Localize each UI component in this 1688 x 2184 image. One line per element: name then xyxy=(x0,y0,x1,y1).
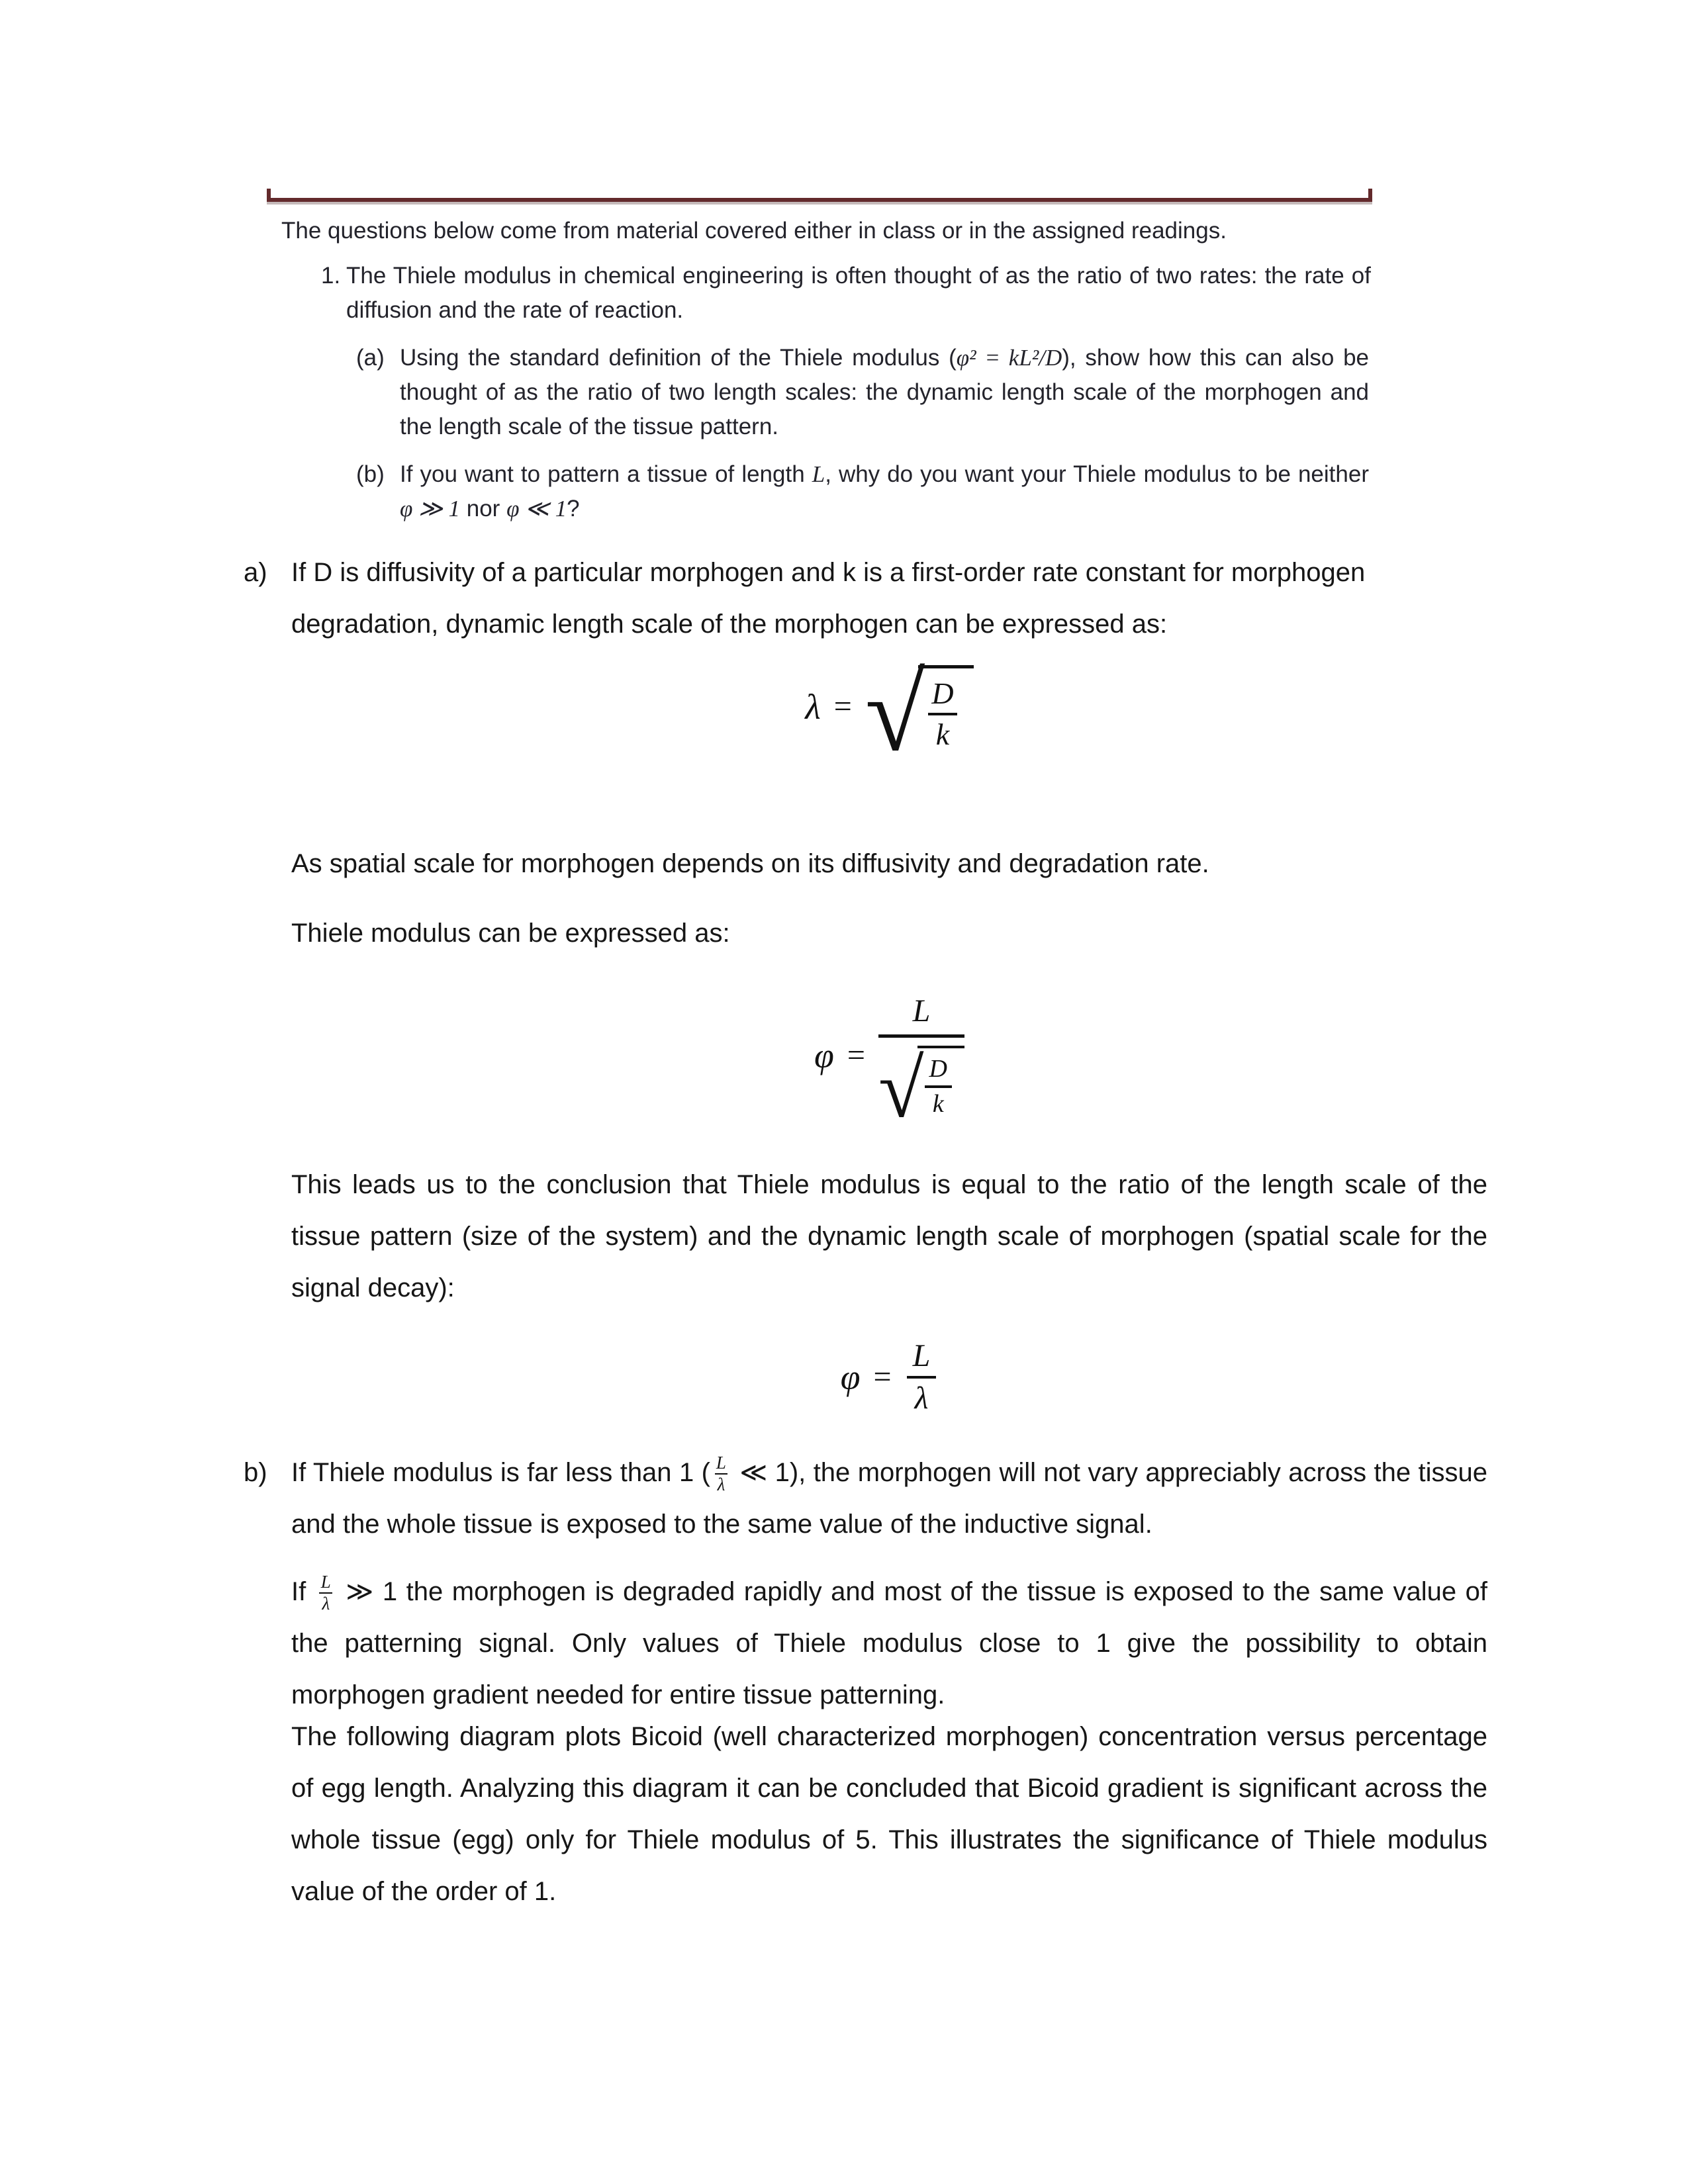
radical-sign: √ xyxy=(878,1043,924,1135)
radicand xyxy=(917,1046,964,1118)
answer-a-thiele-intro: Thiele modulus can be expressed as: xyxy=(291,919,730,948)
inline-fraction-L-over-lambda xyxy=(714,1453,729,1494)
fraction-D-over-k xyxy=(923,676,961,751)
answer-b-paragraph-2 xyxy=(291,1566,1487,1721)
fraction-D-over-k xyxy=(921,1055,955,1118)
answer-a-label: a) xyxy=(244,558,267,587)
part-a-run2: ), show how this can also be thought of as the ratio of two length scales: the dynamic length scale of the morphogen and the length scale of the tissue pattern. xyxy=(400,345,1369,439)
part-b-run3: nor xyxy=(460,496,507,522)
question-item-1 xyxy=(267,259,1372,328)
radicand xyxy=(918,665,973,751)
inline-fraction-denominator: λ xyxy=(715,1473,728,1494)
fraction-numerator: D xyxy=(929,1055,947,1083)
answer-a-note: As spatial scale for morphogen depends on its diffusivity and degradation rate. xyxy=(291,849,1209,878)
formula-lambda xyxy=(291,653,1487,774)
formula-lambda-equals: = xyxy=(833,689,852,725)
answer-a-paragraph: If D is diffusivity of a particular morphogen and k is a first-order rate constant for morphogen degradation, dynamic length scale of the morphogen can be expressed as: xyxy=(291,558,1366,639)
big-fraction-numerator: L xyxy=(912,993,931,1028)
part-a-text xyxy=(400,341,1369,444)
formula-phi-ratio xyxy=(291,1338,1487,1416)
answer-b-label: b) xyxy=(244,1458,267,1487)
fraction-denominator: k xyxy=(925,1085,952,1118)
formula-phi-full xyxy=(291,993,1487,1135)
question-intro: The questions below come from material covered either in class or in the assigned readings. xyxy=(281,218,1227,244)
formula-phi-equals: = xyxy=(847,1038,865,1073)
b-p2-run1: If xyxy=(291,1577,315,1606)
part-b-run4: ? xyxy=(567,496,580,522)
formula-phi-ratio-equals: = xyxy=(873,1359,892,1395)
inline-fraction-L-over-lambda xyxy=(318,1572,334,1614)
big-fraction-denominator xyxy=(878,1034,964,1135)
radical-sign: √ xyxy=(865,653,925,774)
formula-lambda-lhs: λ xyxy=(805,686,821,727)
answer-a-conclusion: This leads us to the conclusion that Thiele modulus is equal to the ratio of the length scale of the tissue pattern (size of the system) and the dynamic length scale of morphogen (spatial scale for the signal decay): xyxy=(291,1170,1487,1302)
fraction-numerator: D xyxy=(931,676,954,711)
box-top-rule xyxy=(267,198,1372,202)
fraction-denominator: λ xyxy=(907,1376,937,1416)
b-p1-run2: ≪ 1), the morphogen will not vary appreciably across the tissue and the whole tissue is exposed to the same value of the inductive signal. xyxy=(291,1458,1488,1539)
inline-fraction-numerator: L xyxy=(716,1453,726,1473)
part-a-run1: Using the standard definition of the Thiele modulus ( xyxy=(400,345,957,371)
inline-fraction-numerator: L xyxy=(320,1572,331,1592)
formula-phi-ratio-lhs: φ xyxy=(840,1357,861,1397)
part-b-math-ll: φ ≪ 1 xyxy=(506,496,567,522)
part-b-text xyxy=(400,457,1369,526)
b-p2-run2: ≫ 1 the morphogen is degraded rapidly and most of the tissue is exposed to the same value of the patterning signal. Only values of Thiele modulus close to 1 give the possibility to obtain morphogen gradient needed for entire tissue patterning. xyxy=(291,1577,1488,1709)
radical-expression xyxy=(878,1043,964,1135)
answer-b xyxy=(244,1447,1487,1550)
fraction-denominator: k xyxy=(928,713,957,752)
part-b-math-gg: φ ≫ 1 xyxy=(400,496,461,522)
part-b-math-L: L xyxy=(812,461,825,487)
radical-expression xyxy=(865,653,974,774)
part-a-label: (a) xyxy=(356,345,385,371)
answer-b-paragraph-3: The following diagram plots Bicoid (well characterized morphogen) concentration versus percentage of egg length. Analyzing this diagram it can be concluded that Bicoid gradient is significant across the whole tissue (egg) only for Thiele modulus of 5. This illustrates the significance of Thiele modulus value of the order of 1. xyxy=(291,1722,1487,1906)
part-b-run2: , why do you want your Thiele modulus to be neither xyxy=(825,461,1369,487)
big-fraction xyxy=(878,993,964,1135)
item-number: 1. xyxy=(321,263,341,289)
answer-b-paragraph-1 xyxy=(291,1447,1487,1550)
question-box xyxy=(267,198,1372,526)
inline-fraction-denominator: λ xyxy=(319,1592,332,1614)
part-b-label: (b) xyxy=(356,461,385,487)
formula-phi-lhs: φ xyxy=(814,1035,834,1075)
question-part-a xyxy=(267,341,1372,444)
item-text: The Thiele modulus in chemical engineering is often thought of as the ratio of two rates: the rate of diffusion and the rate of reaction. xyxy=(346,263,1371,323)
fraction-numerator: L xyxy=(912,1338,931,1373)
part-b-run1: If you want to pattern a tissue of length xyxy=(400,461,812,487)
answer-a xyxy=(244,547,1487,650)
b-p1-run1: If Thiele modulus is far less than 1 ( xyxy=(291,1458,710,1487)
question-part-b xyxy=(267,457,1372,526)
fraction-L-over-lambda xyxy=(905,1338,939,1416)
part-a-inline-math: φ² = kL²/D xyxy=(956,345,1062,371)
